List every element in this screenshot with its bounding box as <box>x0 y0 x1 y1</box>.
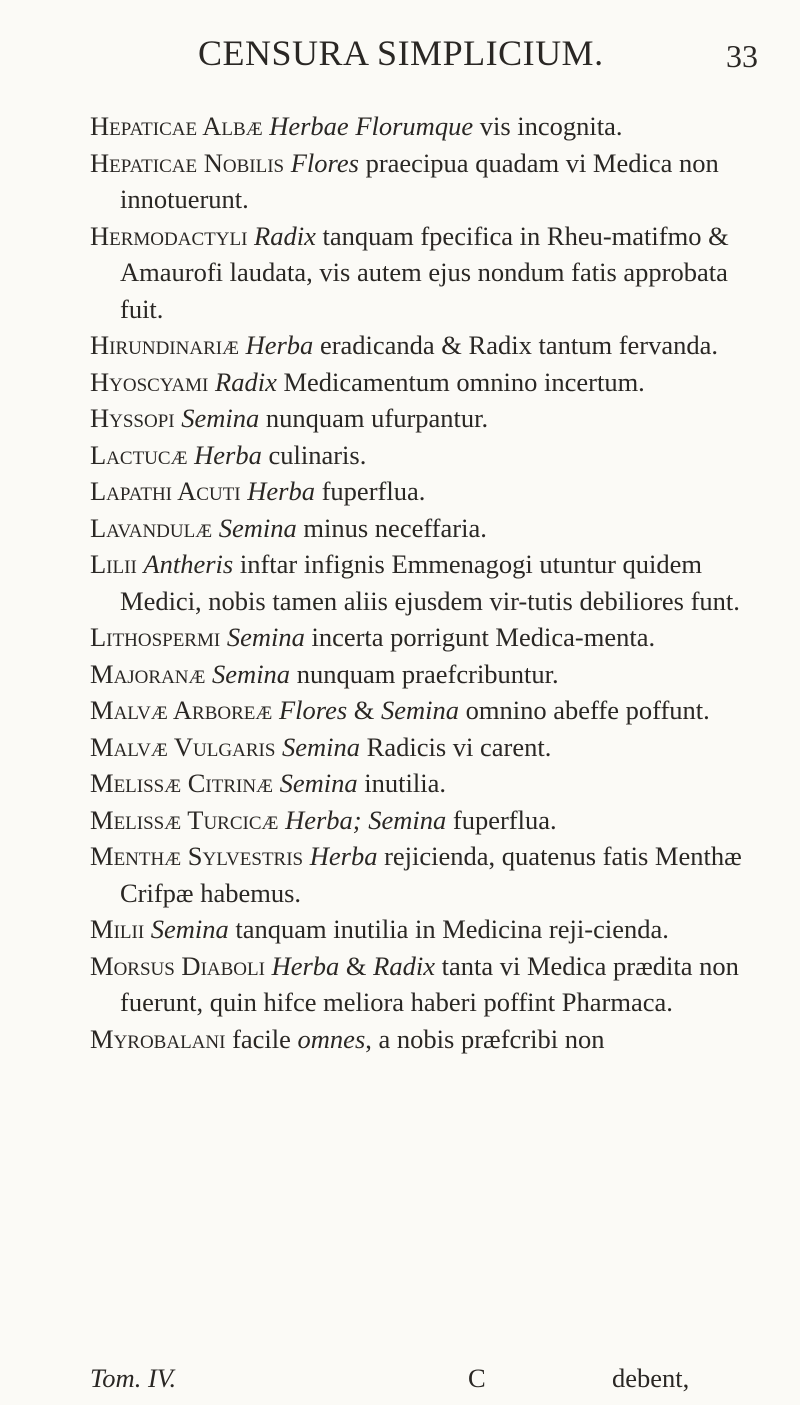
entry <box>0 327 760 364</box>
entry-italic-text: Semina <box>226 622 305 652</box>
entry <box>0 400 760 437</box>
entry <box>0 802 760 839</box>
entry <box>0 911 760 948</box>
entry-italic-text: Radix <box>215 366 277 397</box>
entry <box>0 1021 760 1058</box>
entry-italic-text: Semina <box>181 403 260 433</box>
signature-mark: C <box>468 1363 486 1393</box>
entry-italic-text: Herba <box>247 476 315 506</box>
entry-text: nunquam praefcribuntur. <box>290 658 559 689</box>
entry <box>0 546 760 619</box>
entry-text: Radicis vi carent. <box>360 731 552 762</box>
entry-italic-text: Semina <box>218 512 297 543</box>
entry-name: Melissæ Citrinæ <box>90 768 273 798</box>
entry <box>0 364 760 401</box>
entry-italic-text: Flores <box>290 147 359 178</box>
entry-name: Malvæ Arboreæ <box>90 695 273 725</box>
entry <box>0 729 760 766</box>
entry-name: Hermodactyli <box>90 220 248 251</box>
page-footer <box>0 1363 800 1403</box>
entry-name: Hirundinariæ <box>90 330 239 360</box>
entry <box>0 145 760 218</box>
entry-italic-text: Herba <box>194 439 262 470</box>
entry-text: , a nobis præfcribi non <box>365 1023 605 1054</box>
entry-italic-text: Herba <box>271 950 340 981</box>
entry-italic-text: Herba <box>309 841 378 871</box>
entry-text: incerta porrigunt Medica-menta. <box>304 622 656 652</box>
entry <box>0 108 760 145</box>
entry-name: Morsus Diaboli <box>90 950 265 981</box>
entry-name: Lithospermi <box>90 622 221 652</box>
page-number: 33 <box>726 38 758 74</box>
entry-italic-text: Radix <box>254 220 316 251</box>
entry-text: culinaris. <box>261 439 367 470</box>
entry-name: Lactucæ <box>90 439 188 470</box>
volume-signature: Tom. IV. <box>90 1363 177 1393</box>
entry-italic-text: Radix <box>373 950 435 981</box>
entry-name: Hyoscyami <box>90 366 209 397</box>
running-head: CENSURA SIMPLICIUM. <box>198 33 604 73</box>
entry-italic-text: Semina <box>282 731 361 762</box>
entry-list <box>0 108 800 1057</box>
entry-text: minus neceffaria. <box>296 512 487 543</box>
entry <box>0 473 760 510</box>
entry-text: tanta vi Medica prædita non fuerunt, quin hifce meliora haberi poffint Pharmaca. <box>120 950 739 1017</box>
entry-italic-text: omnes <box>297 1023 366 1054</box>
entry <box>0 692 760 729</box>
entry-name: Malvæ Vulgaris <box>90 731 276 762</box>
entry-name: Menthæ Sylvestris <box>90 841 304 871</box>
entry-text: vis incognita. <box>473 111 623 141</box>
entry-text: tanquam inutilia in Medicina reji-cienda. <box>228 914 669 944</box>
entry-name: Majoranæ <box>90 658 206 689</box>
entry-text: praecipua quadam vi Medica non innotuerunt. <box>120 147 719 214</box>
entry-italic-text: Herbae Florumque <box>269 111 474 141</box>
entry-italic-text: Antheris <box>143 549 234 579</box>
entry <box>0 437 760 474</box>
entry-text: tanquam fpecifica in Rheu-matifmo & Amaurofi laudata, vis autem ejus nondum fatis approbata fuit. <box>120 220 729 324</box>
entry-italic-text: Herba; Semina <box>285 804 447 835</box>
entry-text: fuperflua. <box>446 804 557 835</box>
entry-text: facile <box>232 1023 298 1054</box>
entry-text: & <box>347 695 382 725</box>
entry-text: fuperflua. <box>314 476 426 506</box>
entry-name: Hyssopi <box>90 403 175 433</box>
entry <box>0 656 760 693</box>
entry-italic-text: Semina <box>212 658 291 689</box>
entry-name: Hepaticae Albæ <box>90 111 263 141</box>
entry-italic-text: Herba <box>245 330 314 360</box>
entry-name: Milii <box>90 914 145 944</box>
entry-name: Lapathi Acuti <box>90 476 241 506</box>
entry-italic-text: Semina <box>381 695 460 725</box>
entry-name: Melissæ Turcicæ <box>90 804 279 835</box>
entry <box>0 838 760 911</box>
entry <box>0 619 760 656</box>
page-header <box>0 28 800 80</box>
entry-italic-text: Semina <box>279 768 358 798</box>
entry <box>0 218 760 328</box>
entry-name: Myrobalani <box>90 1023 226 1054</box>
entry-text: omnino abeffe poffunt. <box>459 695 710 725</box>
entry-name: Lavandulæ <box>90 512 213 543</box>
entry-text: inutilia. <box>357 768 446 798</box>
entry-name: Lilii <box>90 549 137 579</box>
entry-text: rejicienda, quatenus fatis Menthæ Crifpæ habemus. <box>120 841 742 908</box>
entry-text: eradicanda & Radix tantum fervanda. <box>313 330 719 360</box>
entry-name: Hepaticae Nobilis <box>90 147 285 178</box>
entry-text: inftar infignis Emmenagogi utuntur quidem Medici, nobis tamen aliis ejusdem vir-tutis debiliores funt. <box>120 549 740 616</box>
entry <box>0 765 760 802</box>
entry-text: nunquam ufurpantur. <box>259 403 489 433</box>
entry-italic-text: Flores <box>278 695 348 725</box>
entry <box>0 948 760 1021</box>
entry-text: & <box>339 950 374 981</box>
catchword: debent, <box>612 1363 690 1393</box>
entry-italic-text: Semina <box>150 914 229 944</box>
entry <box>0 510 760 547</box>
entry-text: Medicamentum omnino incertum. <box>276 366 645 397</box>
